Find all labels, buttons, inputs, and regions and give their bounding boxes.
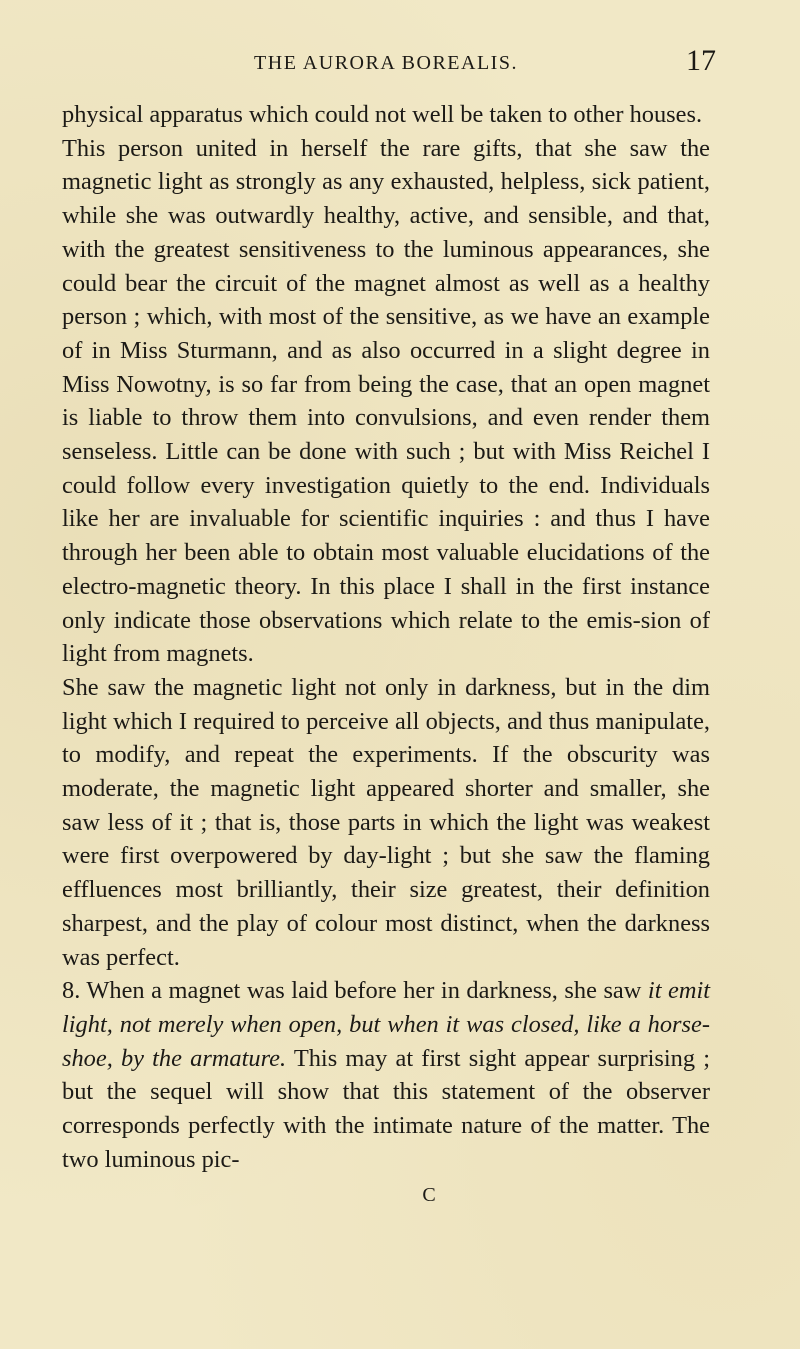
paragraph: physical apparatus which could not well be taken to other houses. [62,101,703,128]
body-text [62,98,710,1177]
italic-statement: it emit light, not merely when open, but when it was closed, like a horse-shoe, by the armature. [62,977,711,1072]
paragraph [62,974,710,1176]
paragraph: She saw the magnetic light not only in darkness, but in the dim light which I required to perceive all objects, and thus manipulate, to modify, and repeat the experiments. If the obscurity was moderate, the magnetic light appeared shorter and smaller, she saw less of it ; that is, those parts in which the light was weakest were first overpowered by day-light ; but she saw the flaming effluences most brilliantly, their size greatest, their definition sharpest, and the play of colour most distinct, when the darkness was perfect. [62,673,710,971]
paragraph-text: 8. When a magnet was laid before her in darkness, she saw [62,977,648,1005]
running-title: THE AURORA BOREALIS. [254,52,518,74]
paragraph: This person united in herself the rare gifts, that she saw the magnetic light as strongly as any exhausted, helpless, sick patient, while she was outwardly healthy, active, and sensible, and that, with the greatest sensitiveness to the luminous appearances, she could bear the circuit of the magnet almost as well as a healthy person ; which, with most of the sensitive, as we have an example of in Miss Sturmann, and as also occurred in a slight degree in Miss Nowotny, is so far from being the case, that an open magnet is liable to throw them into convulsions, and even render them senseless. Little can be done with such ; but with Miss Reichel I could follow every investigation quietly to the end. Individuals like her are invaluable for scientific inquiries : and thus I have through her been able to obtain most valuable elucidations of the electro-magnetic theory. In this place I shall in the first instance only indicate those observations which relate to the emis-sion of light from magnets. [62,134,710,668]
page-number: 17 [686,44,716,77]
book-page [62,44,716,1338]
running-head [62,44,716,88]
signature-mark: C [422,1183,436,1206]
paragraph-text: This may at first sight appear surprising ; but the sequel will show that this statement of the observer corresponds perfectly with the intimate nature of the matter. The two luminous pic- [62,1044,710,1173]
